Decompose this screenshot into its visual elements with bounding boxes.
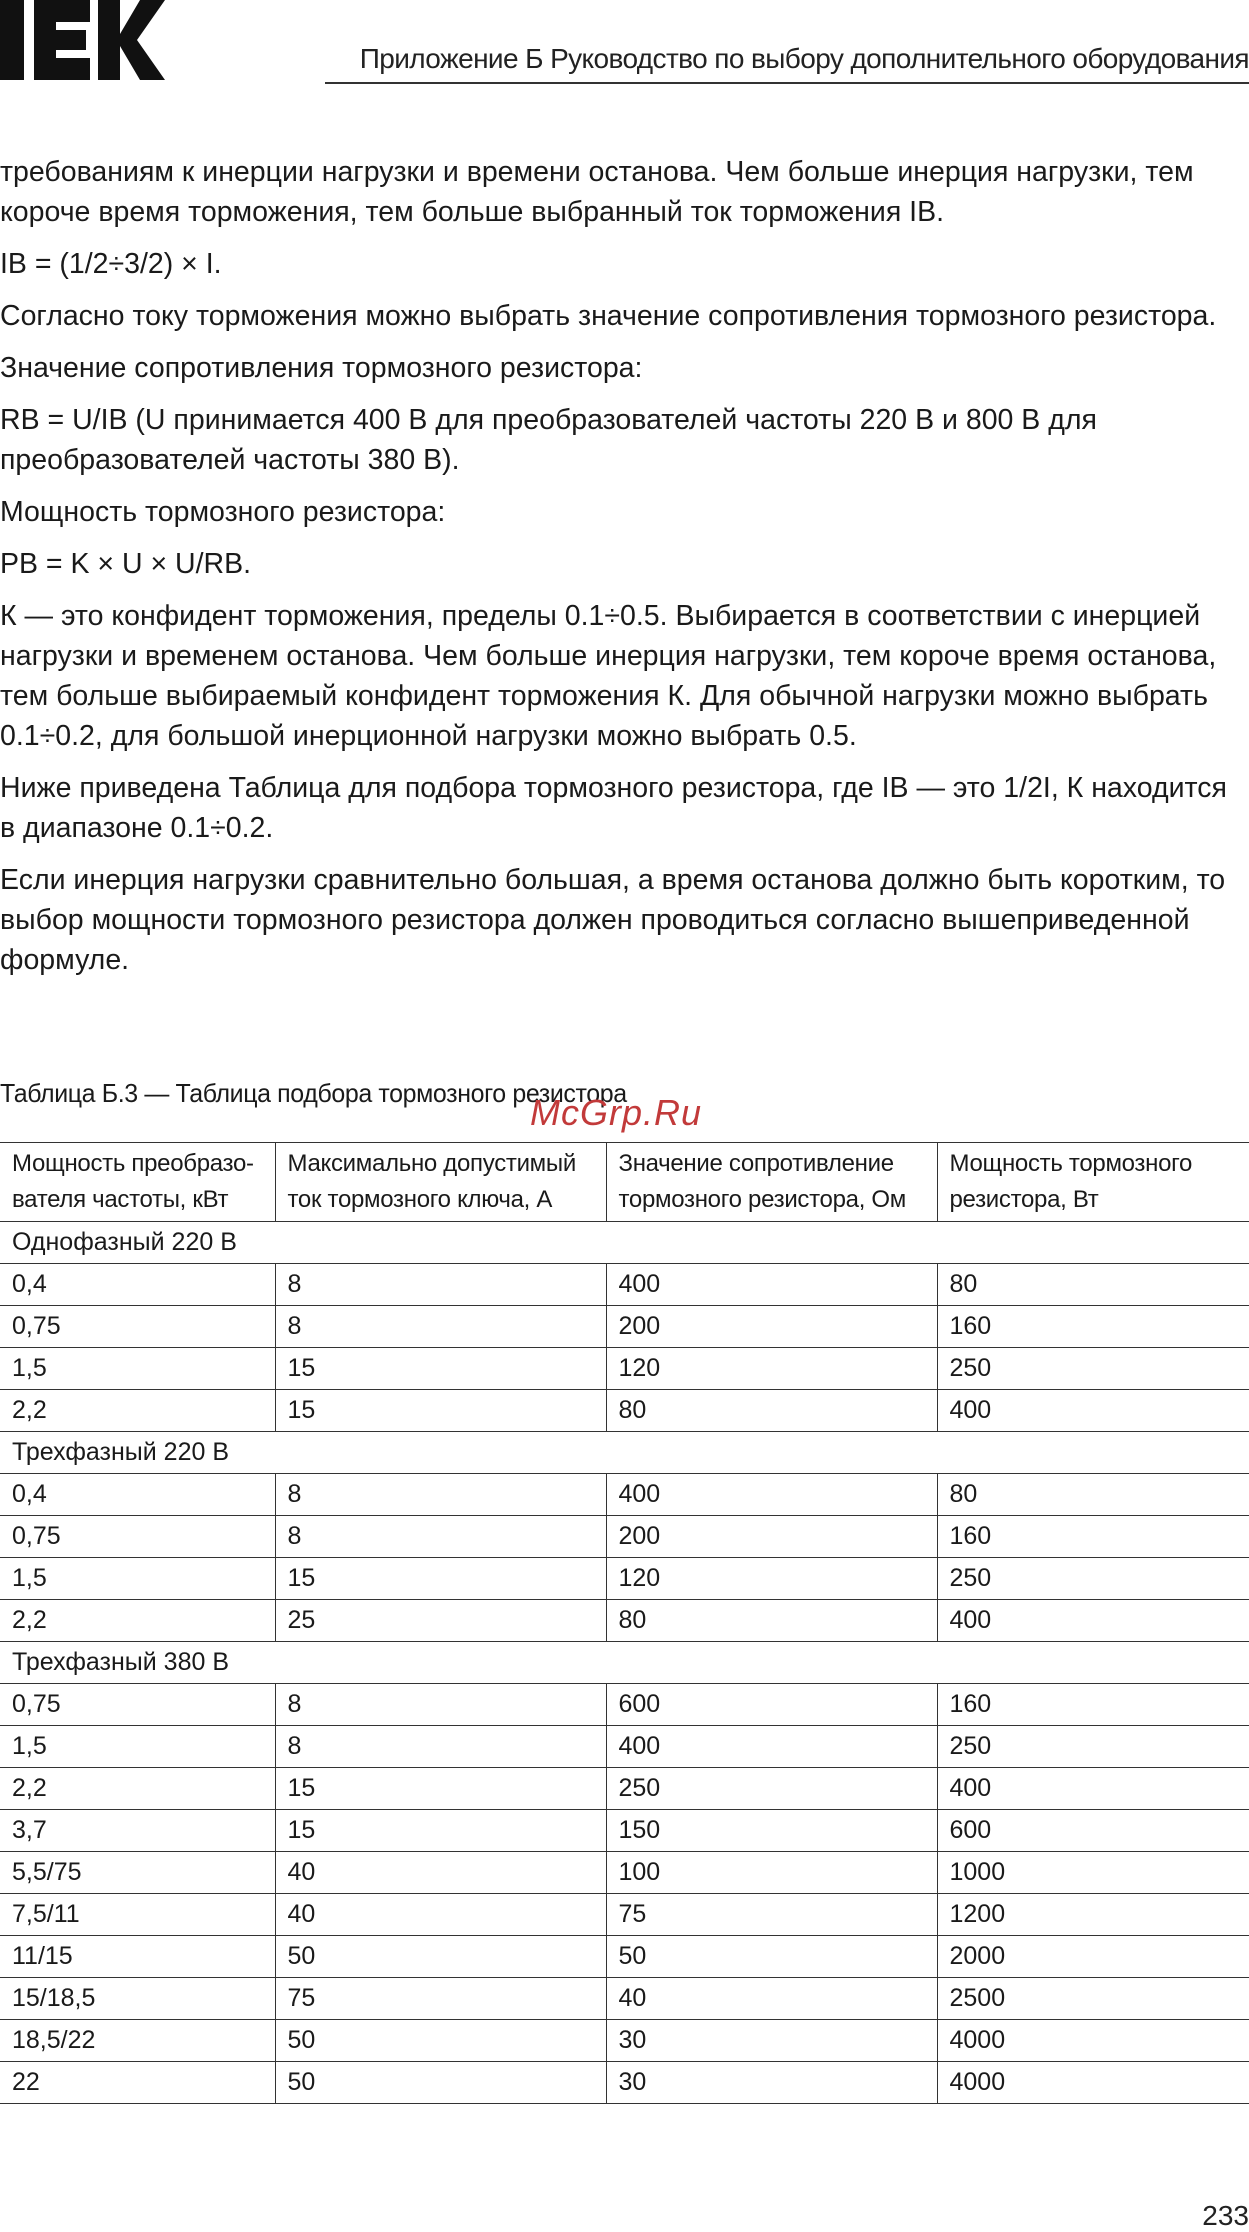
table-cell: 8 [275,1474,606,1516]
table-cell: 15 [275,1558,606,1600]
table-cell: 8 [275,1306,606,1348]
body-text [0,152,1249,992]
table-cell: 400 [937,1600,1249,1642]
formula-pb: PB = K × U × U/RB. [0,548,252,580]
table-cell: 15 [275,1348,606,1390]
page-number: 233 [1202,2200,1249,2231]
table-cell: 8 [275,1726,606,1768]
table-row [0,1894,1249,1936]
group-title: Трехфазный 380 В [0,1642,1249,1684]
table-cell: 15 [275,1810,606,1852]
table-cell: 600 [606,1684,937,1726]
header-power: Мощность преобразо-вателя частоты, кВт [0,1143,275,1222]
table-cell: 80 [606,1600,937,1642]
watermark: McGrp.Ru [530,1092,703,1133]
table-cell: 75 [606,1894,937,1936]
table-cell: 4000 [937,2062,1249,2104]
table-cell: 22 [0,2062,275,2104]
table-row [0,1978,1249,2020]
page-header-title: Приложение Б Руководство по выбору дополнительного оборудования [359,43,1249,74]
table-row [0,1936,1249,1978]
header-resistance: Значение сопротивление тормозного резистора, Ом [606,1143,937,1222]
table-cell: 80 [606,1390,937,1432]
group-title: Однофазный 220 В [0,1222,1249,1264]
table-row [0,1474,1249,1516]
table-cell: 1200 [937,1894,1249,1936]
formula-rb: RB = U/IB (U принимается 400 В для преобразователей частоты 220 В и 800 В для преобразователей частоты 380 В). [0,404,1097,476]
table-row [0,1600,1249,1642]
paragraph: Если инерция нагрузки сравнительно большая, а время останова должно быть коротким, то выбор мощности тормозного резистора должен проводиться согласно вышеприведенной формуле. [0,864,1226,976]
table-cell: 30 [606,2020,937,2062]
table-cell: 200 [606,1306,937,1348]
paragraph: Мощность тормозного резистора: [0,496,446,528]
paragraph: Ниже приведена Таблица для подбора тормозного резистора, где IB — это 1/2I, К находится в диапазоне 0.1÷0.2. [0,772,1227,844]
table-cell: 8 [275,1684,606,1726]
table-group-row [0,1222,1249,1264]
table-row [0,1726,1249,1768]
table-row [0,1348,1249,1390]
table-cell: 0,4 [0,1264,275,1306]
table-cell: 1,5 [0,1558,275,1600]
table-cell: 200 [606,1516,937,1558]
table-cell: 0,75 [0,1306,275,1348]
table-cell: 40 [275,1894,606,1936]
formula-ib: IB = (1/2÷3/2) × I. [0,248,222,280]
table-cell: 250 [937,1348,1249,1390]
table-cell: 7,5/11 [0,1894,275,1936]
table-cell: 50 [275,1936,606,1978]
table-row [0,1264,1249,1306]
table-cell: 0,75 [0,1684,275,1726]
table-body [0,1222,1249,2104]
paragraph: Значение сопротивления тормозного резистора: [0,352,643,384]
table-cell: 80 [937,1474,1249,1516]
table-row [0,1558,1249,1600]
table-cell: 15 [275,1390,606,1432]
table-cell: 8 [275,1516,606,1558]
table-cell: 0,75 [0,1516,275,1558]
paragraph: Согласно току торможения можно выбрать значение сопротивления тормозного резистора. [0,300,1217,332]
table-cell: 1,5 [0,1348,275,1390]
table-cell: 1,5 [0,1726,275,1768]
table-cell: 50 [606,1936,937,1978]
table-caption: Таблица Б.3 — Таблица подбора тормозного резистора [0,1078,627,1108]
table-row [0,1852,1249,1894]
table-row [0,1516,1249,1558]
table-cell: 15 [275,1768,606,1810]
table-cell: 3,7 [0,1810,275,1852]
table-cell: 75 [275,1978,606,2020]
table-cell: 80 [937,1264,1249,1306]
table-row [0,1810,1249,1852]
paragraph: К — это конфидент торможения, пределы 0.1÷0.5. Выбирается в соответствии с инерцией нагрузки и временем останова. Чем больше инерция нагрузки, тем короче время останова, тем больше выбираемый конфидент торможения К. Для обычной нагрузки можно выбрать 0.1÷0.2, для большой инерционной нагрузки можно выбрать 0.5. [0,600,1217,752]
iek-logo [0,0,165,80]
table-cell: 400 [606,1474,937,1516]
table-cell: 2000 [937,1936,1249,1978]
table-group-row [0,1642,1249,1684]
table-cell: 600 [937,1810,1249,1852]
table-cell: 25 [275,1600,606,1642]
table-cell: 11/15 [0,1936,275,1978]
table-cell: 120 [606,1348,937,1390]
table-row [0,2020,1249,2062]
table-row [0,1684,1249,1726]
table-row [0,1306,1249,1348]
table-cell: 250 [937,1726,1249,1768]
table-cell: 40 [275,1852,606,1894]
table-cell: 2,2 [0,1390,275,1432]
header-resistor-power: Мощность тормозного резистора, Вт [937,1143,1249,1222]
resistor-table [0,1142,1249,2104]
table-cell: 1000 [937,1852,1249,1894]
table-cell: 250 [937,1558,1249,1600]
table-cell: 30 [606,2062,937,2104]
table-row [0,1768,1249,1810]
table-cell: 40 [606,1978,937,2020]
table-row [0,1390,1249,1432]
table-cell: 18,5/22 [0,2020,275,2062]
table-cell: 50 [275,2062,606,2104]
table-cell: 0,4 [0,1474,275,1516]
table-cell: 400 [606,1726,937,1768]
table-cell: 120 [606,1558,937,1600]
table-cell: 2,2 [0,1600,275,1642]
table-cell: 400 [937,1768,1249,1810]
table-header-row [0,1143,1249,1222]
table-row [0,2062,1249,2104]
table-cell: 2500 [937,1978,1249,2020]
table-cell: 160 [937,1516,1249,1558]
table-cell: 400 [937,1390,1249,1432]
table-cell: 100 [606,1852,937,1894]
table-cell: 160 [937,1684,1249,1726]
table-cell: 400 [606,1264,937,1306]
table-cell: 250 [606,1768,937,1810]
table-group-row [0,1432,1249,1474]
table-cell: 150 [606,1810,937,1852]
paragraph: требованиям к инерции нагрузки и времени останова. Чем больше инерция нагрузки, тем короче время торможения, тем больше выбранный ток торможения IB. [0,156,1194,228]
header-divider [325,82,1249,84]
group-title: Трехфазный 220 В [0,1432,1249,1474]
table-cell: 4000 [937,2020,1249,2062]
table-cell: 160 [937,1306,1249,1348]
table-cell: 2,2 [0,1768,275,1810]
table-cell: 50 [275,2020,606,2062]
table-cell: 15/18,5 [0,1978,275,2020]
table-cell: 5,5/75 [0,1852,275,1894]
header-max-current: Максимально допустимый ток тормозного ключа, А [275,1143,606,1222]
table-cell: 8 [275,1264,606,1306]
